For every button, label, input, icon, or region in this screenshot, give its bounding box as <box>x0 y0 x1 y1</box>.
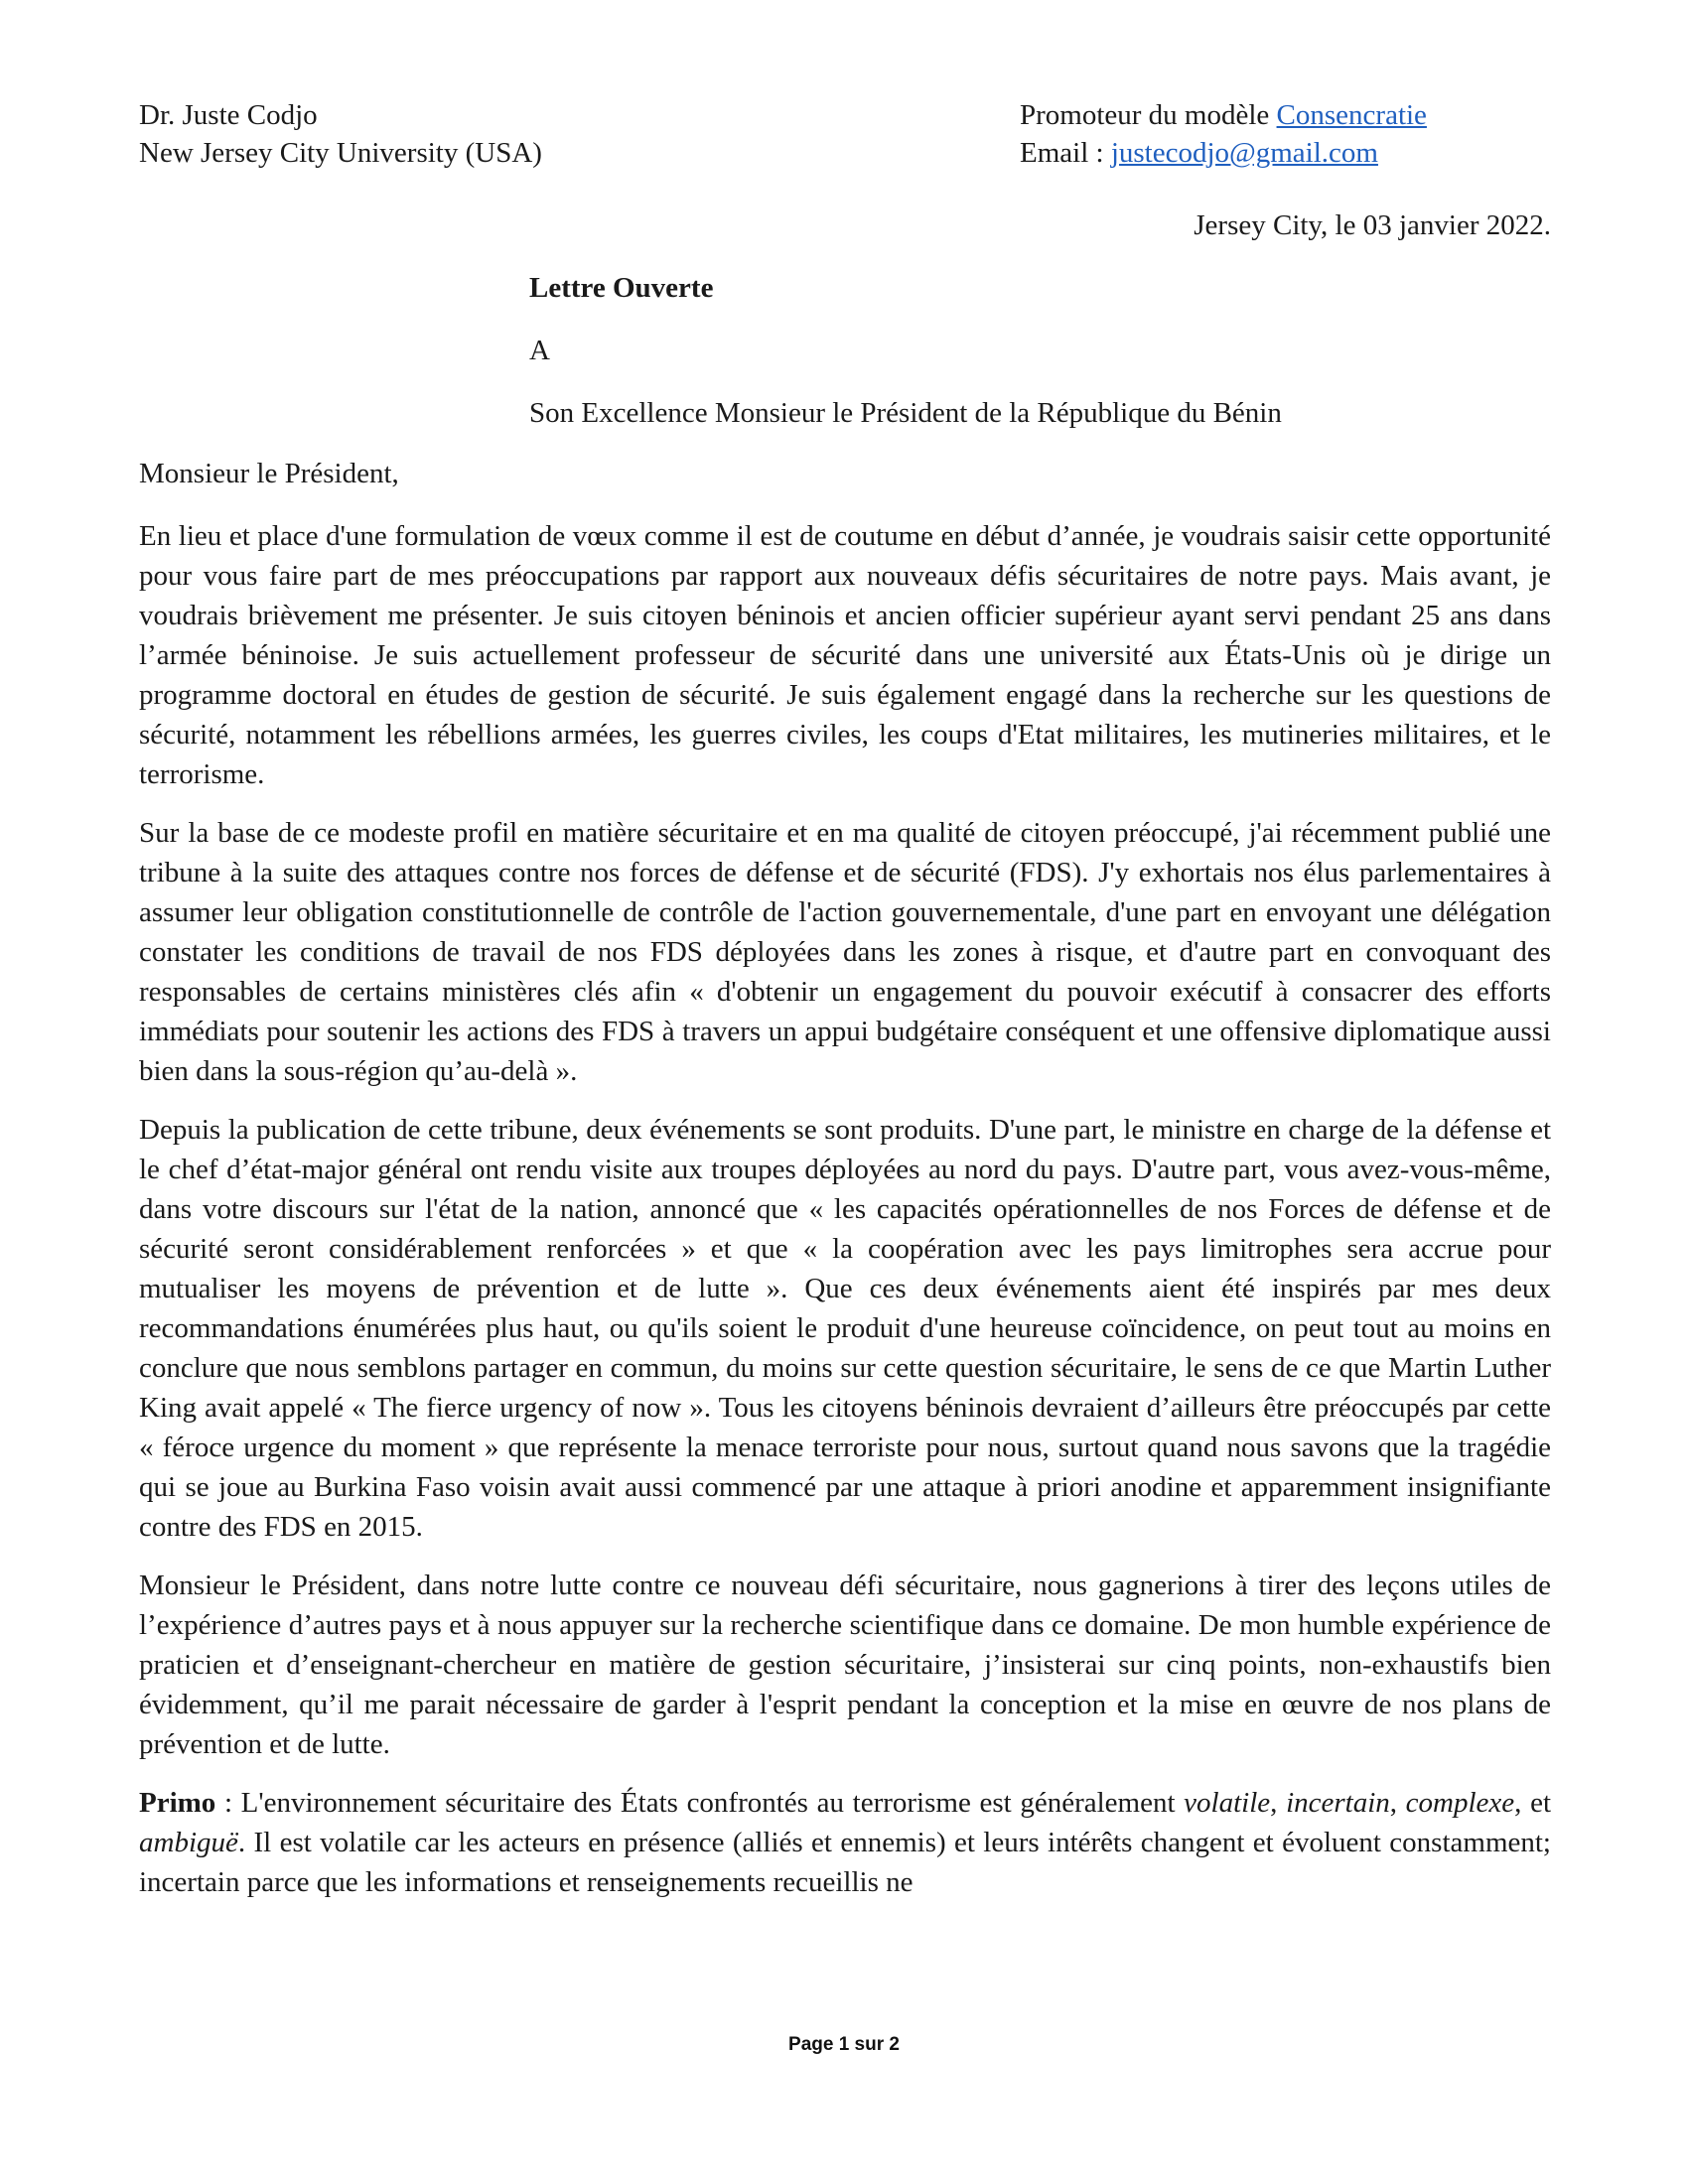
contact-block <box>1020 96 1427 172</box>
primo-label: Primo <box>139 1787 216 1819</box>
paragraph-5 <box>139 1783 1551 1902</box>
word-ambigue: ambiguë <box>139 1827 238 1858</box>
word-volatile: volatile <box>1184 1787 1271 1819</box>
word-incertain: incertain <box>1286 1787 1390 1819</box>
email-line <box>1020 134 1427 172</box>
p5-text-1: : L'environnement sécuritaire des États confrontés au terrorisme est généralement <box>215 1787 1185 1819</box>
dateline: Jersey City, le 03 janvier 2022. <box>1194 209 1551 241</box>
paragraph-3: Depuis la publication de cette tribune, deux événements se sont produits. D'une part, le ministre en charge de la défense et le chef d’état-major général ont rendu visite aux troupes déployées au nord du pays. D'autre part, vous avez-vous-même, dans votre discours sur l'état de la nation, annoncé que « les capacités opérationnelles de nos Forces de défense et de sécurité seront considérablement renforcées » et que « la coopération avec les pays limitrophes sera accrue pour mutualiser les moyens de prévention et de lutte ». Que ces deux événements aient été inspirés par mes deux recommandations énumérées plus haut, ou qu'ils soient le produit d'une heureuse coïncidence, on peut tout au moins en conclure que nous semblons partager en commun, du moins sur cette question sécuritaire, le sens de ce que Martin Luther King avait appelé « The fierce urgency of now ». Tous les citoyens béninois devraient d’ailleurs être préoccupés par cette « féroce urgence du moment » que représente la menace terroriste pour nous, surtout quand nous savons que la tragédie qui se joue au Burkina Faso voisin avait aussi commencé par une attaque à priori anodine et apparemment insignifiante contre des FDS en 2015. <box>139 1114 1551 1543</box>
author-block <box>139 96 542 172</box>
author-name: Dr. Juste Codjo <box>139 99 318 131</box>
word-complexe: complexe <box>1405 1787 1515 1819</box>
letter-title: Lettre Ouverte <box>529 272 714 304</box>
p5-text-2: . Il est volatile car les acteurs en présence (alliés et ennemis) et leurs intérêts changent et évoluent constamment; incertain parce que les informations et renseignements recueillis ne <box>139 1827 1551 1898</box>
promoter-prefix: Promoteur du modèle <box>1020 99 1277 131</box>
page-number: Page 1 sur 2 <box>788 2034 900 2055</box>
p5-sep-1: , <box>1270 1787 1287 1819</box>
p5-sep-3: , et <box>1514 1787 1552 1819</box>
email-prefix: Email : <box>1020 137 1111 169</box>
author-affiliation: New Jersey City University (USA) <box>139 137 542 169</box>
promoter-line <box>1020 96 1427 134</box>
paragraph-2: Sur la base de ce modeste profil en matière sécuritaire et en ma qualité de citoyen préoccupé, j'ai récemment publié une tribune à la suite des attaques contre nos forces de défense et de sécurité (FDS). J'y exhortais nos élus parlementaires à assumer leur obligation constitutionnelle de contrôle de l'action gouvernementale, d'une part en envoyant une délégation constater les conditions de travail de nos FDS déployées dans les zones à risque, et d'autre part en convoquant des responsables de certains ministères clés afin « d'obtenir un engagement du pouvoir exécutif à consacrer des efforts immédiats pour soutenir les actions des FDS à travers un appui budgétaire conséquent et une offensive diplomatique aussi bien dans la sous-région qu’au-delà ». <box>139 817 1551 1087</box>
address-a: A <box>529 335 550 366</box>
recipient: Son Excellence Monsieur le Président de la République du Bénin <box>529 397 1282 429</box>
email-link[interactable]: justecodjo@gmail.com <box>1110 137 1378 169</box>
paragraph-1: En lieu et place d'une formulation de vœux comme il est de coutume en début d’année, je voudrais saisir cette opportunité pour vous faire part de mes préoccupations par rapport aux nouveaux défis sécuritaires de notre pays. Mais avant, je voudrais brièvement me présenter. Je suis citoyen béninois et ancien officier supérieur ayant servi pendant 25 ans dans l’armée béninoise. Je suis actuellement professeur de sécurité dans une université aux États-Unis où je dirige un programme doctoral en études de gestion de sécurité. Je suis également engagé dans la recherche sur les questions de sécurité, notamment les rébellions armées, les guerres civiles, les coups d'Etat militaires, les mutineries militaires, et le terrorisme. <box>139 520 1551 790</box>
letter-body <box>139 516 1551 1921</box>
p5-sep-2: , <box>1389 1787 1406 1819</box>
paragraph-4: Monsieur le Président, dans notre lutte contre ce nouveau défi sécuritaire, nous gagnerions à tirer des leçons utiles de l’expérience d’autres pays et à nous appuyer sur la recherche scientifique dans ce domaine. De mon humble expérience de praticien et d’enseignant-chercheur en matière de gestion sécuritaire, j’insisterai sur cinq points, non-exhaustifs bien évidemment, qu’il me parait nécessaire de garder à l'esprit pendant la conception et la mise en œuvre de nos plans de prévention et de lutte. <box>139 1570 1551 1760</box>
consencratie-link[interactable]: Consencratie <box>1276 99 1427 131</box>
salutation: Monsieur le Président, <box>139 458 399 489</box>
